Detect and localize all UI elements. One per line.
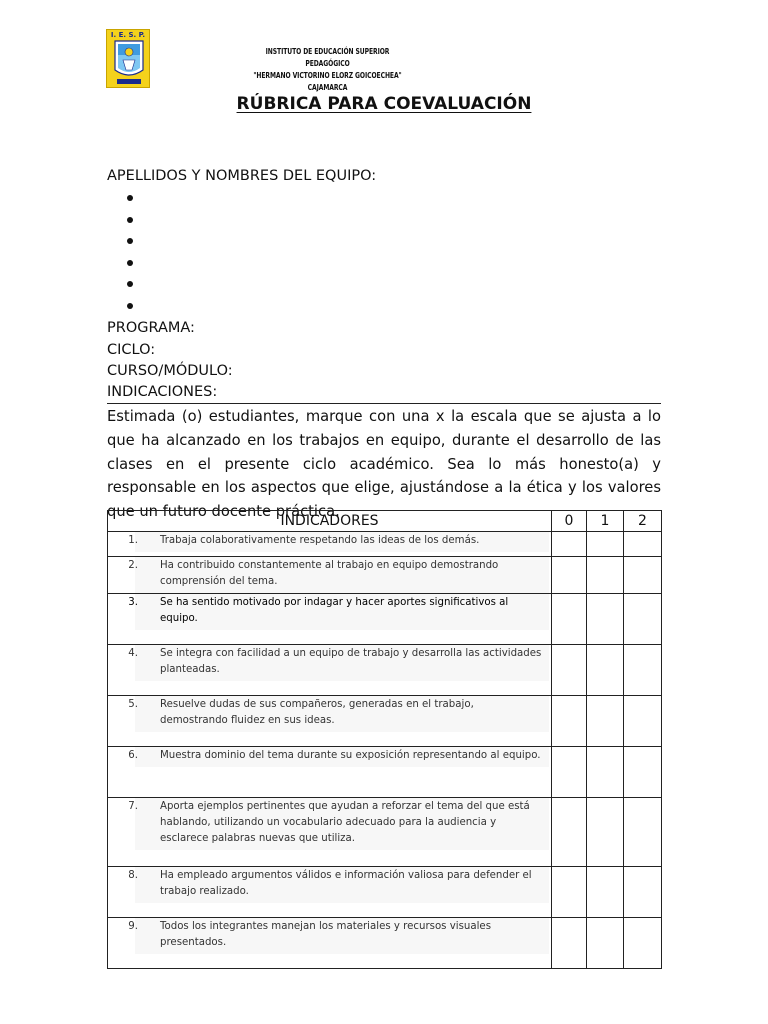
score-cell-1[interactable] [587, 645, 624, 696]
logo-text: I. E. S. P. [110, 31, 146, 39]
score-cell-0[interactable] [552, 645, 587, 696]
bullet-dot-icon [127, 238, 133, 244]
bullet-dot-icon [127, 195, 133, 201]
indicator-cell [108, 645, 552, 696]
curso-label: CURSO/MÓDULO: [107, 363, 233, 379]
score-cell-0[interactable] [552, 532, 587, 557]
indicator-text: Resuelve dudas de sus compañeros, generadas en el trabajo, demostrando fluidez en sus ideas. [160, 699, 474, 726]
score-cell-1[interactable] [587, 532, 624, 557]
team-label: APELLIDOS Y NOMBRES DEL EQUIPO: [107, 168, 377, 184]
indicator-text: Aporta ejemplos pertinentes que ayudan a reforzar el tema del que está hablando, utilizando un vocabulario adecuado para la audiencia y esclarece palabras nuevas que utiliza. [160, 801, 530, 844]
score-cell-0[interactable] [552, 918, 587, 969]
score-cell-0[interactable] [552, 798, 587, 867]
table-row [108, 918, 662, 969]
indicator-cell [108, 532, 552, 557]
score-cell-1[interactable] [587, 696, 624, 747]
header-score-1: 1 [587, 511, 624, 532]
indicator-cell [108, 867, 552, 918]
table-row [108, 557, 662, 594]
score-cell-1[interactable] [587, 594, 624, 645]
score-cell-1[interactable] [587, 918, 624, 969]
score-cell-2[interactable] [624, 747, 662, 798]
table-row [108, 594, 662, 645]
table-row [108, 696, 662, 747]
indicator-number: 4. [128, 648, 138, 659]
indicator-cell [108, 798, 552, 867]
document-title [0, 94, 768, 114]
indicaciones-label: INDICACIONES: [107, 384, 218, 400]
header-score-2: 2 [624, 511, 662, 532]
indicator-cell [108, 594, 552, 645]
indicator-text: Se ha sentido motivado por indagar y hacer aportes significativos al equipo. [160, 597, 509, 624]
indicator-text: Todos los integrantes manejan los materiales y recursos visuales presentados. [160, 921, 491, 948]
score-cell-0[interactable] [552, 867, 587, 918]
score-cell-1[interactable] [587, 557, 624, 594]
institution-logo [106, 29, 150, 88]
indicator-text: Muestra dominio del tema durante su exposición representando al equipo. [160, 750, 541, 761]
bullet-dot-icon [127, 217, 133, 223]
indicator-cell [108, 747, 552, 798]
bullet-dot-icon [127, 303, 133, 309]
indicator-text: Se integra con facilidad a un equipo de trabajo y desarrolla las actividades planteadas. [160, 648, 542, 675]
institution-line-1: INSTITUTO DE EDUCACIÓN SUPERIOR PEDAGÓGICO [265, 46, 390, 68]
indicator-number: 9. [128, 921, 138, 932]
score-cell-2[interactable] [624, 557, 662, 594]
score-cell-2[interactable] [624, 594, 662, 645]
indicator-number: 5. [128, 699, 138, 710]
score-cell-2[interactable] [624, 867, 662, 918]
score-cell-1[interactable] [587, 747, 624, 798]
score-cell-0[interactable] [552, 557, 587, 594]
score-cell-2[interactable] [624, 918, 662, 969]
document-title-text: RÚBRICA PARA COEVALUACIÓN [236, 94, 532, 114]
indicator-text: Ha empleado argumentos válidos e información valiosa para defender el trabajo realizado. [160, 870, 532, 897]
table-row [108, 747, 662, 798]
score-cell-0[interactable] [552, 594, 587, 645]
indicator-number: 6. [128, 750, 138, 761]
indicator-text: Trabaja colaborativamente respetando las ideas de los demás. [160, 535, 480, 546]
institution-line-2: "HERMANO VICTORINO ELORZ GOICOECHEA" [253, 70, 402, 80]
score-cell-1[interactable] [587, 798, 624, 867]
indicator-number: 1. [128, 535, 138, 546]
instructions-paragraph: Estimada (o) estudiantes, marque con una x la escala que se ajusta a lo que ha alcanzado en los trabajos en equipo, durante el desarrollo de las clases en el presente ciclo académico. Sea lo más honesto(a) y responsable en los aspectos que elige, ajustándose a la ética y los valores que un futuro docente práctica. [107, 408, 661, 521]
score-cell-0[interactable] [552, 747, 587, 798]
table-header-row [108, 511, 662, 532]
divider [107, 403, 661, 404]
institution-header [248, 45, 408, 93]
programa-label: PROGRAMA: [107, 320, 195, 336]
indicator-cell [108, 696, 552, 747]
indicator-text: Ha contribuido constantemente al trabajo en equipo demostrando comprensión del tema. [160, 560, 499, 587]
logo-emblem-icon [107, 30, 151, 89]
rubric-table [107, 510, 662, 969]
indicator-number: 3. [128, 597, 138, 608]
table-row [108, 867, 662, 918]
bullet-dot-icon [127, 260, 133, 266]
table-row [108, 798, 662, 867]
score-cell-2[interactable] [624, 798, 662, 867]
indicator-cell [108, 918, 552, 969]
header-score-0: 0 [552, 511, 587, 532]
score-cell-2[interactable] [624, 645, 662, 696]
score-cell-2[interactable] [624, 532, 662, 557]
score-cell-2[interactable] [624, 696, 662, 747]
bullet-dot-icon [127, 281, 133, 287]
ciclo-label: CICLO: [107, 342, 156, 358]
indicator-number: 7. [128, 801, 138, 812]
indicator-number: 8. [128, 870, 138, 881]
table-row [108, 645, 662, 696]
score-cell-0[interactable] [552, 696, 587, 747]
table-row [108, 532, 662, 557]
institution-line-3: CAJAMARCA [307, 82, 348, 92]
indicator-cell [108, 557, 552, 594]
indicator-number: 2. [128, 560, 138, 571]
score-cell-1[interactable] [587, 867, 624, 918]
header-indicadores: INDICADORES [108, 511, 552, 532]
